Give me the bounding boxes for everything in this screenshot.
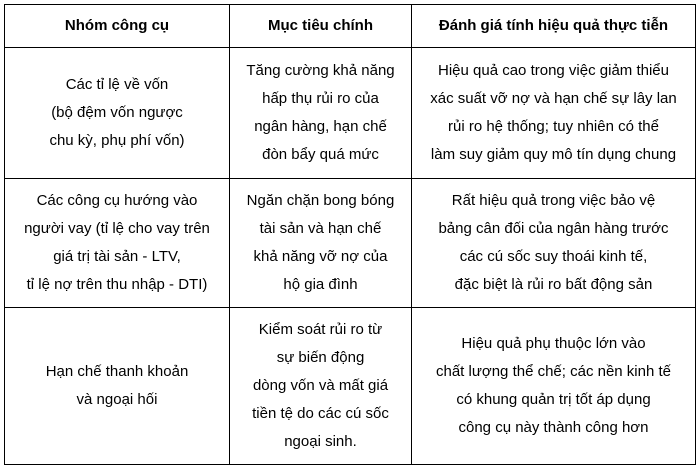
row3-tool-group: [5, 308, 229, 464]
header-tool-group: [5, 5, 229, 47]
cell-text: các cú sốc suy thoái kinh tế,: [459, 248, 648, 265]
cell-text: ngoại sinh.: [284, 433, 357, 450]
header-main-objective: [230, 5, 411, 47]
cell-text: Rất hiệu quả trong việc bảo vệ: [451, 192, 656, 209]
header-label: Đánh giá tính hiệu quả thực tiễn: [438, 17, 669, 34]
cell-text: ngân hàng, hạn chế: [254, 118, 387, 135]
comparison-table: [4, 4, 696, 465]
table-border-bottom: [4, 464, 696, 465]
row3-main-objective: [230, 308, 411, 464]
cell-text: tỉ lệ nợ trên thu nhập - DTI): [26, 276, 208, 293]
row1-effectiveness: [412, 48, 695, 178]
row1-tool-group: [5, 48, 229, 178]
cell-text: (bộ đệm vốn ngược: [51, 104, 183, 121]
cell-text: xác suất vỡ nợ và hạn chế sự lây lan: [430, 90, 677, 107]
cell-text: Hiệu quả cao trong việc giảm thiểu: [438, 62, 669, 79]
row1-main-objective: [230, 48, 411, 178]
row2-main-objective: [230, 179, 411, 307]
cell-text: làm suy giảm quy mô tín dụng chung: [430, 146, 677, 163]
cell-text: sự biến động: [276, 349, 365, 366]
cell-text: đặc biệt là rủi ro bất động sản: [454, 276, 653, 293]
cell-text: đòn bẩy quá mức: [262, 146, 379, 163]
header-effectiveness: [412, 5, 695, 47]
cell-text: hấp thụ rủi ro của: [262, 90, 379, 107]
cell-text: Các công cụ hướng vào: [36, 192, 198, 209]
row3-effectiveness: [412, 308, 695, 464]
cell-text: dòng vốn và mất giá: [252, 377, 389, 394]
cell-text: có khung quản trị tốt áp dụng: [456, 391, 651, 408]
cell-text: chu kỳ, phụ phí vốn): [49, 132, 185, 149]
cell-text: khả năng vỡ nợ của: [253, 248, 388, 265]
cell-text: Hạn chế thanh khoản: [45, 363, 189, 380]
cell-text: Tăng cường khả năng: [246, 62, 395, 79]
cell-text: tài sản và hạn chế: [259, 220, 382, 237]
cell-text: Kiểm soát rủi ro từ: [258, 321, 383, 338]
row2-tool-group: [5, 179, 229, 307]
cell-text: chất lượng thể chế; các nền kinh tế: [435, 363, 672, 380]
header-label: Nhóm công cụ: [64, 17, 170, 34]
cell-text: tiền tệ do các cú sốc: [252, 405, 389, 422]
cell-text: công cụ này thành công hơn: [458, 419, 649, 436]
cell-text: Hiệu quả phụ thuộc lớn vào: [461, 335, 646, 352]
cell-text: người vay (tỉ lệ cho vay trên: [24, 220, 210, 237]
cell-text: Ngăn chặn bong bóng: [246, 192, 395, 209]
table-border-right: [695, 4, 696, 465]
cell-text: hộ gia đình: [283, 276, 358, 293]
cell-text: bảng cân đối của ngân hàng trước: [438, 220, 669, 237]
cell-text: Các tỉ lệ về vốn: [65, 76, 169, 93]
cell-text: rủi ro hệ thống; tuy nhiên có thể: [448, 118, 659, 135]
header-label: Mục tiêu chính: [268, 17, 373, 34]
cell-text: và ngoại hối: [76, 391, 158, 408]
row2-effectiveness: [412, 179, 695, 307]
cell-text: giá trị tài sản - LTV,: [53, 248, 181, 265]
